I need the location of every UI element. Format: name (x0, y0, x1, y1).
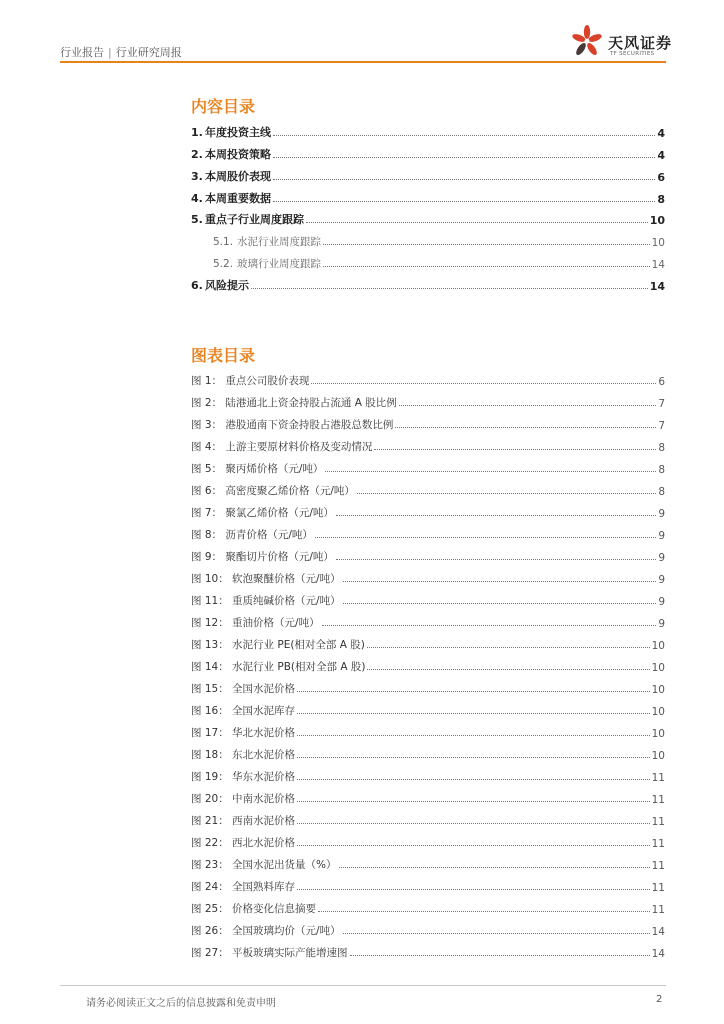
toc-item[interactable] (191, 162, 665, 184)
figure-entry[interactable] (191, 718, 665, 740)
figure-entry[interactable] (191, 806, 665, 828)
leader-dots (399, 404, 657, 406)
figure-entry[interactable] (191, 476, 665, 498)
figure-entry-page: 8 (658, 442, 665, 454)
leader-dots (336, 558, 656, 560)
leader-dots (297, 778, 650, 780)
toc-item-label: 本周投资策略 (205, 147, 271, 161)
leader-dots (323, 265, 650, 267)
figure-entry[interactable] (191, 674, 665, 696)
breadcrumb-separator: | (108, 46, 112, 59)
figure-entry-page: 10 (651, 684, 665, 696)
figure-entry-label: 图 13： 水泥行业 PE(相对全部 A 股) (191, 639, 365, 651)
figure-entry-page: 10 (651, 662, 665, 674)
toc-item[interactable] (191, 206, 665, 228)
figure-entry[interactable] (191, 696, 665, 718)
figure-entry[interactable] (191, 630, 665, 652)
footer-disclaimer: 请务必阅读正文之后的信息披露和免责申明 (86, 998, 276, 1009)
figure-entry-label: 图 7： 聚氯乙烯价格（元/吨） (191, 507, 334, 519)
leader-dots (273, 134, 655, 136)
figure-entry-page: 11 (651, 794, 665, 806)
leader-dots (273, 200, 655, 202)
leader-dots (297, 822, 650, 824)
leader-dots (367, 668, 649, 670)
toc-item-label: 玻璃行业周度跟踪 (237, 258, 321, 271)
figure-entry-label: 图 2： 陆港通北上资金持股占流通 A 股比例 (191, 397, 397, 409)
figure-entry-label: 图 21： 西南水泥价格 (191, 815, 296, 827)
leader-dots (336, 514, 656, 516)
figure-entry-label: 图 4： 上游主要原材料价格及变动情况 (191, 441, 373, 453)
figure-entry-page: 10 (651, 640, 665, 652)
figure-entry[interactable] (191, 498, 665, 520)
figure-entry-label: 图 16： 全国水泥库存 (191, 705, 296, 717)
toc-item[interactable] (191, 118, 665, 140)
leader-dots (297, 690, 650, 692)
report-subcategory: 行业研究周报 (115, 46, 182, 59)
figure-entry-page: 14 (651, 948, 665, 960)
figure-entry-label: 图 25： 价格变化信息摘要 (191, 903, 317, 915)
figures-title: 图表目录 (191, 346, 256, 365)
report-breadcrumb (60, 44, 182, 60)
toc-item-number: 3. (191, 169, 203, 183)
leader-dots (311, 382, 656, 384)
figure-entry-page: 9 (658, 508, 665, 520)
toc-item-number: 5.1. (213, 236, 234, 249)
figure-entry-label: 图 6： 高密度聚乙烯价格（元/吨） (191, 485, 355, 497)
figure-entry-label: 图 26： 全国玻璃均价（元/吨） (191, 925, 341, 937)
figure-entry-page: 11 (651, 816, 665, 828)
figure-entry-page: 9 (658, 618, 665, 630)
figure-entry[interactable] (191, 916, 665, 938)
figure-entry-page: 9 (658, 574, 665, 586)
toc-subitem[interactable] (191, 249, 665, 271)
figure-entry[interactable] (191, 454, 665, 476)
logo-chinese-name: 天风证券 (608, 34, 673, 52)
toc-item-label: 本周股价表现 (205, 169, 271, 183)
figure-entry-page: 10 (651, 706, 665, 718)
toc-item-number: 1. (191, 125, 203, 139)
toc-item-page: 6 (657, 170, 665, 184)
figure-entry-page: 8 (658, 464, 665, 476)
figure-entry-page: 9 (658, 596, 665, 608)
figure-entry-page: 10 (651, 750, 665, 762)
figure-entry[interactable] (191, 784, 665, 806)
figure-entry-label: 图 12： 重油价格（元/吨） (191, 617, 320, 629)
figure-entry-page: 11 (651, 838, 665, 850)
leader-dots (297, 734, 650, 736)
figure-entry[interactable] (191, 432, 665, 454)
figure-entry-label: 图 15： 全国水泥价格 (191, 683, 296, 695)
figure-entry-page: 10 (651, 728, 665, 740)
figure-entry-label: 图 19： 华东水泥价格 (191, 771, 296, 783)
logo-english-name: TF SECURITIES (610, 51, 655, 57)
figure-entry-label: 图 20： 中南水泥价格 (191, 793, 296, 805)
figure-entry[interactable] (191, 608, 665, 630)
figure-entry[interactable] (191, 366, 665, 388)
figure-entry-page: 7 (658, 398, 665, 410)
figure-entry[interactable] (191, 564, 665, 586)
leader-dots (251, 287, 648, 289)
page-number: 2 (656, 994, 663, 1005)
figure-entry-page: 7 (658, 420, 665, 432)
figure-entry[interactable] (191, 542, 665, 564)
figure-entry-page: 14 (651, 926, 665, 938)
figure-entry-page: 11 (651, 772, 665, 784)
figure-entry-page: 9 (658, 552, 665, 564)
toc-item-page: 4 (657, 126, 665, 140)
figure-entry-label: 图 14： 水泥行业 PB(相对全部 A 股) (191, 661, 366, 673)
leader-dots (297, 756, 650, 758)
leader-dots (343, 602, 657, 604)
figure-entry-page: 11 (651, 904, 665, 916)
toc-item-label: 年度投资主线 (205, 125, 271, 139)
toc-title: 内容目录 (191, 97, 256, 116)
toc-item-number: 5. (191, 213, 203, 227)
figure-entry-label: 图 1： 重点公司股价表现 (191, 375, 310, 387)
toc-item-label: 水泥行业周度跟踪 (237, 236, 321, 249)
leader-dots (318, 910, 650, 912)
toc-item-page: 10 (651, 237, 665, 250)
toc-item-page: 10 (649, 214, 665, 228)
toc-item-page: 14 (651, 259, 665, 272)
toc-item-number: 5.2. (213, 258, 234, 271)
figure-entry[interactable] (191, 938, 665, 960)
figure-entry-page: 11 (651, 860, 665, 872)
figure-entry[interactable] (191, 872, 665, 894)
toc-item-page: 8 (657, 192, 665, 206)
figure-entry-label: 图 8： 沥青价格（元/吨） (191, 529, 313, 541)
figure-entry-label: 图 22： 西北水泥价格 (191, 837, 296, 849)
report-category: 行业报告 (60, 46, 104, 59)
leader-dots (343, 580, 657, 582)
leader-dots (315, 536, 656, 538)
figure-entry[interactable] (191, 520, 665, 542)
toc-item-number: 4. (191, 191, 203, 205)
leader-dots (273, 156, 655, 158)
leader-dots (357, 492, 656, 494)
figure-entry-label: 图 9： 聚酯切片价格（元/吨） (191, 551, 334, 563)
leader-dots (325, 470, 656, 472)
figure-entry-page: 9 (658, 530, 665, 542)
leader-dots (306, 221, 648, 223)
figure-entry-label: 图 18： 东北水泥价格 (191, 749, 296, 761)
figure-list (191, 366, 665, 960)
leader-dots (323, 243, 650, 245)
leader-dots (339, 866, 650, 868)
figure-entry-label: 图 24： 全国熟料库存 (191, 881, 296, 893)
leader-dots (343, 932, 650, 934)
toc-item-number: 6. (191, 279, 203, 293)
leader-dots (374, 448, 656, 450)
figure-entry[interactable] (191, 894, 665, 916)
figure-entry[interactable] (191, 828, 665, 850)
figure-entry[interactable] (191, 652, 665, 674)
figure-entry-label: 图 3： 港股通南下资金持股占港股总数比例 (191, 419, 394, 431)
figure-entry-label: 图 11： 重质纯碱价格（元/吨） (191, 595, 341, 607)
leader-dots (297, 888, 650, 890)
leader-dots (297, 844, 650, 846)
leader-dots (322, 624, 657, 626)
figure-entry-label: 图 5： 聚丙烯价格（元/吨） (191, 463, 324, 475)
figure-entry-page: 6 (658, 376, 665, 388)
figure-entry-label: 图 23： 全国水泥出货量（%） (191, 859, 337, 871)
leader-dots (297, 712, 650, 714)
toc-list (191, 118, 665, 293)
toc-item-label: 风险提示 (205, 279, 249, 293)
toc-item-label: 重点子行业周度跟踪 (205, 213, 304, 227)
figure-entry[interactable] (191, 388, 665, 410)
figure-entry[interactable] (191, 850, 665, 872)
figure-entry-page: 8 (658, 486, 665, 498)
figure-entry-label: 图 10： 软泡聚醚价格（元/吨） (191, 573, 341, 585)
figure-entry-page: 11 (651, 882, 665, 894)
figure-entry-label: 图 17： 华北水泥价格 (191, 727, 296, 739)
toc-item[interactable] (191, 140, 665, 162)
toc-item[interactable] (191, 184, 665, 206)
figure-entry[interactable] (191, 762, 665, 784)
toc-item[interactable] (191, 271, 665, 293)
toc-subitem[interactable] (191, 227, 665, 249)
footer-divider (60, 985, 666, 986)
toc-item-label: 本周重要数据 (205, 191, 271, 205)
toc-item-page: 4 (657, 148, 665, 162)
figure-entry-label: 图 27： 平板玻璃实际产能增速图 (191, 947, 348, 959)
leader-dots (367, 646, 650, 648)
leader-dots (395, 426, 656, 428)
figure-entry[interactable] (191, 586, 665, 608)
figure-entry[interactable] (191, 740, 665, 762)
leader-dots (350, 954, 650, 956)
toc-item-number: 2. (191, 147, 203, 161)
figure-entry[interactable] (191, 410, 665, 432)
toc-item-page: 14 (649, 280, 665, 294)
leader-dots (297, 800, 650, 802)
leader-dots (273, 178, 655, 180)
